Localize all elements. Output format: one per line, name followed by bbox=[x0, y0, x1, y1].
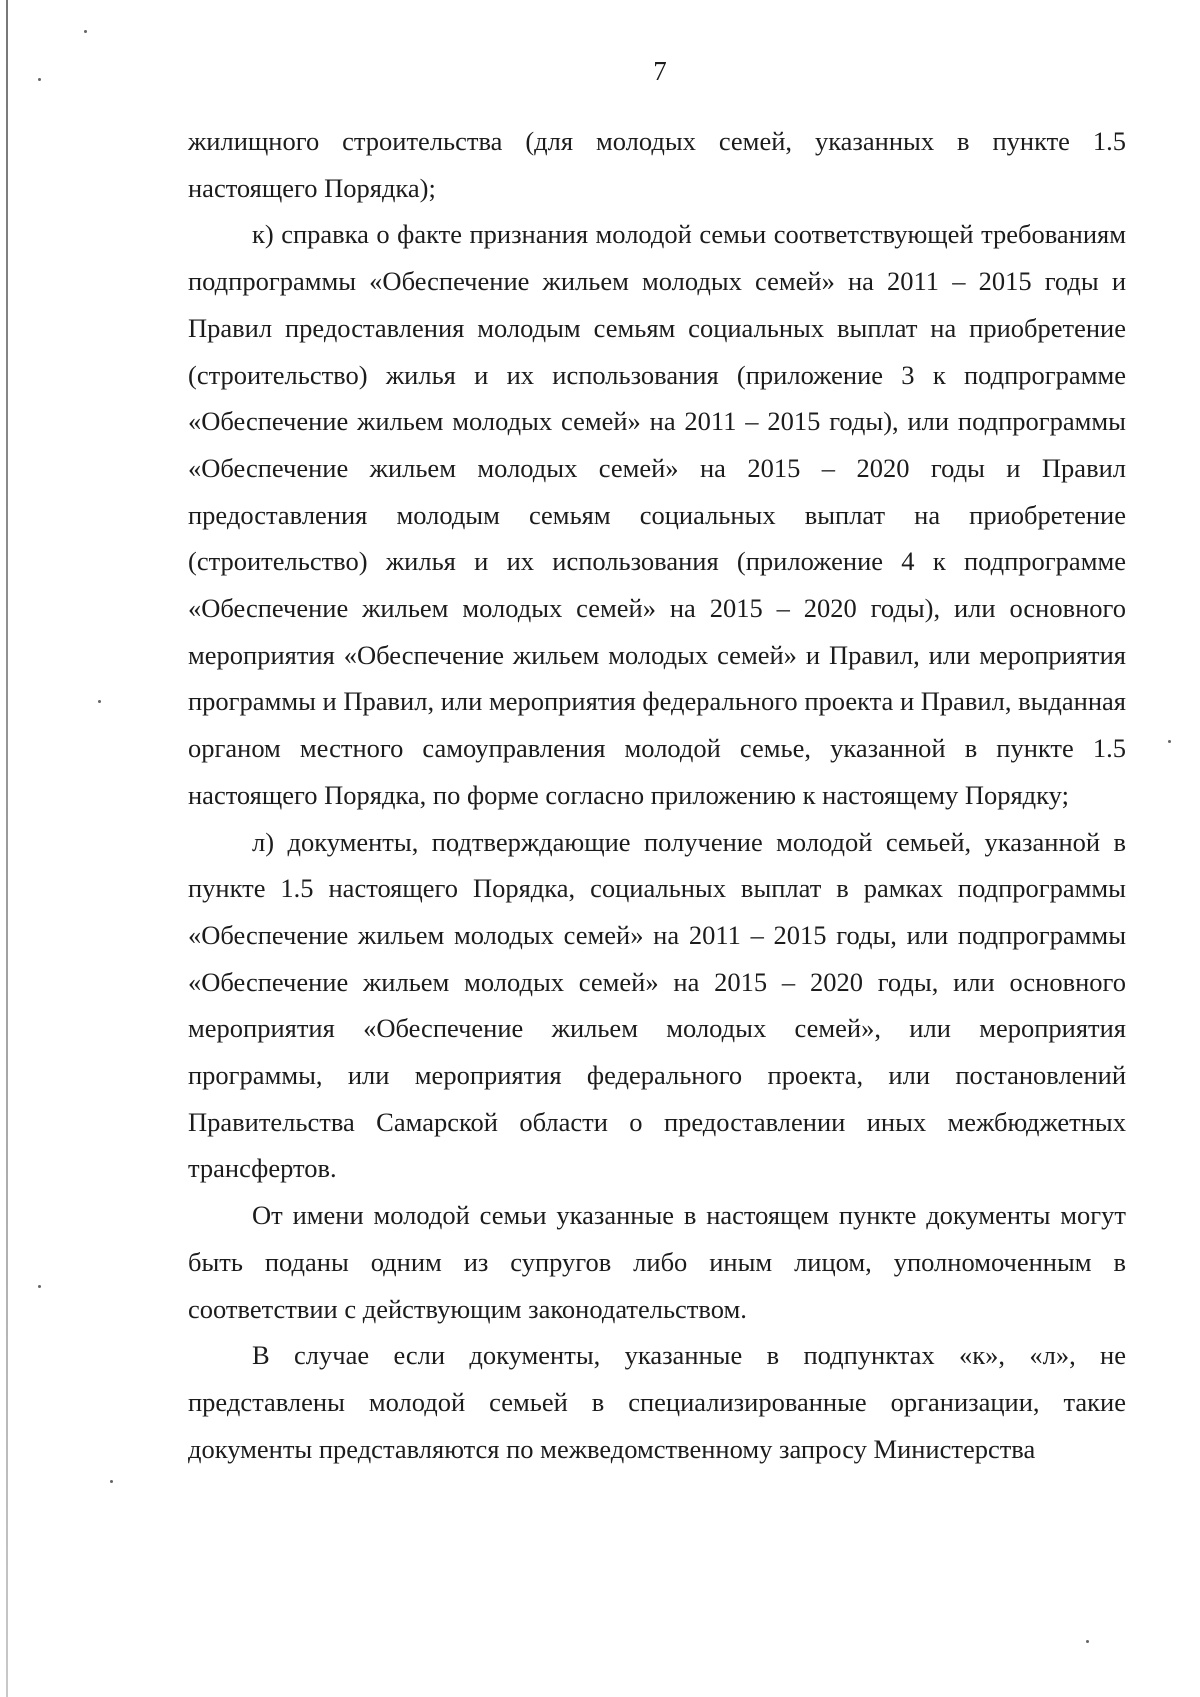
paragraph-item-k: к) справка о факте признания молодой семьи соответствующей требованиям подпрограммы «Обеспечение жильем молодых семей» на 2011 – 2015 годы и Правил предоставления молодым семьям социальных выплат на приобретение (строительство) жилья и их использования (приложение 3 к подпрограмме «Обеспечение жильем молодых семей» на 2011 – 2015 годы), или подпрограммы «Обеспечение жильем молодых семей» на 2015 – 2020 годы и Правил предоставления молодым семьям социальных выплат на приобретение (строительство) жилья и их использования (приложение 4 к подпрограмме «Обеспечение жильем молодых семей» на 2015 – 2020 годы), или основного мероприятия «Обеспечение жильем молодых семей» и Правил, или мероприятия программы и Правил, или мероприятия федерального проекта и Правил, выданная органом местного самоуправления молодой семье, указанной в пункте 1.5 настоящего Порядка, по форме согласно приложению к настоящему Порядку; bbox=[188, 219, 1126, 810]
scan-speck bbox=[98, 700, 101, 703]
scan-speck bbox=[110, 1480, 113, 1483]
paragraph-continuation: жилищного строительства (для молодых семей, указанных в пункте 1.5 настоящего Порядка); bbox=[188, 126, 1126, 203]
scan-speck bbox=[84, 30, 87, 33]
document-body bbox=[188, 118, 1126, 1472]
page-number: 7 bbox=[653, 56, 667, 86]
paragraph-interagency-request: В случае если документы, указанные в подпунктах «к», «л», не представлены молодой семьей в специализированные организации, такие документы представляются по межведомственному запросу Министерства bbox=[188, 1340, 1126, 1464]
scan-edge-line bbox=[6, 0, 8, 1697]
paragraph-item-l: л) документы, подтверждающие получение молодой семьей, указанной в пункте 1.5 настоящего Порядка, социальных выплат в рамках подпрограммы «Обеспечение жильем молодых семей» на 2011 – 2015 годы, или подпрограммы «Обеспечение жильем молодых семей» на 2015 – 2020 годы, или основного мероприятия «Обеспечение жильем молодых семей», или мероприятия программы, или мероприятия федерального проекта, или постановлений Правительства Самарской области о предоставлении иных межбюджетных трансфертов. bbox=[188, 826, 1126, 1184]
scan-speck bbox=[1086, 1640, 1089, 1643]
scan-speck bbox=[38, 1285, 41, 1288]
scan-speck bbox=[1168, 740, 1171, 743]
paragraph-submission-rule: От имени молодой семьи указанные в настоящем пункте документы могут быть поданы одним из супругов либо иным лицом, уполномоченным в соответствии с действующим законодательством. bbox=[188, 1200, 1126, 1324]
